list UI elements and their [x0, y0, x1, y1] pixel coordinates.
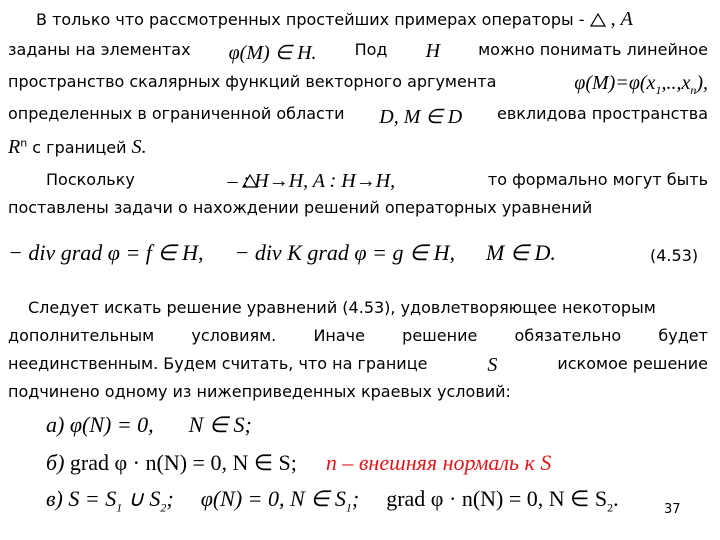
para1-line3 [8, 72, 708, 98]
para1-line5-text: с границей [32, 138, 127, 157]
condition-c-eq3: grad φ · n(N) = 0, N ∈ $S_2$. [386, 486, 619, 515]
para1-line2-text-b: Под [354, 40, 388, 59]
para2-line1-text-a: Поскольку [46, 170, 135, 189]
condition-b-label: б) [46, 450, 65, 475]
para3-line3-S: S [487, 354, 498, 376]
equation-part2: − div K grad φ = g ∈ H, [234, 240, 455, 265]
para1-line2 [8, 40, 708, 65]
equation-part1: − div grad φ = f ∈ H, [8, 240, 204, 265]
para2-line2: поставлены задачи о нахождении решений операторных уравнений [8, 198, 593, 217]
page-number: 37 [664, 502, 681, 517]
condition-b [46, 450, 551, 476]
para1-line4-text-b: евклидова пространства [496, 104, 708, 123]
para2-line1-text-b: то формально могут быть [487, 170, 708, 189]
para2-line1-math: – : H→H, A : H→H, [227, 170, 396, 192]
condition-a-eq: φ(N) = 0, [69, 412, 154, 437]
para3-line4: подчинено одному из нижеприведенных краевых условий: [8, 382, 511, 401]
para3-line3-text-a: неединственным. Будем считать, что на границе [8, 354, 428, 373]
para3-line2-word: дополнительным [8, 326, 155, 345]
para1-line4-math: D, M ∈ D [379, 106, 463, 128]
laplace-triangle-icon [590, 13, 606, 27]
para2-line1 [46, 170, 708, 193]
para1-line3-text: пространство скалярных функций векторного аргумента [8, 72, 497, 91]
para3-line2-word: обязательно [514, 326, 622, 345]
para1-line2-math: φ(M) ∈ H. [228, 42, 317, 64]
para1-line5-S: S. [131, 136, 147, 158]
laplace-triangle-icon-2 [242, 174, 258, 188]
para1-line1-text: В только что рассмотренных простейших примерах операторы - [36, 10, 585, 29]
equation-number: (4.53) [650, 246, 699, 265]
para3-line3 [8, 354, 708, 377]
condition-c-label: в) [46, 486, 63, 511]
para1-line4 [8, 104, 708, 129]
condition-c [46, 486, 619, 515]
para3-line3-text-b: искомое решение [557, 354, 708, 373]
condition-c-eq2: φ(N) = 0, N ∈ $S_1$; [200, 486, 360, 515]
para1-line4-text-a: определенных в ограниченной области [8, 104, 345, 123]
para1-line2-text-c: можно понимать линейное [478, 40, 708, 59]
para3-line2 [8, 326, 708, 345]
condition-a-label: а) [46, 412, 65, 437]
condition-b-eq: grad φ · n(N) = 0, N ∈ S; [69, 450, 297, 475]
equation-part3: M ∈ D. [486, 240, 556, 265]
para3-line1: Следует искать решение уравнений (4.53), удовлетворяющее некоторым [28, 298, 656, 317]
para3-line2-word: решение [402, 326, 478, 345]
para1-line5-sup: n [20, 136, 28, 150]
equation-4-53 [8, 240, 556, 266]
condition-a [46, 412, 252, 438]
para1-line5 [8, 136, 147, 159]
para1-line1-math: , A [610, 8, 633, 30]
para1-line5-R: R [8, 136, 21, 158]
para1-line3-math: $\varphi(M)=\varphi(x_1,..,x_n)$, [574, 72, 708, 97]
para1-line2-text-a: заданы на элементах [8, 40, 191, 59]
condition-c-eq1: $S = S_1$ ∪ $S_2$; [68, 486, 174, 515]
para3-line2-word: будет [658, 326, 708, 345]
para1-line2-H: H [425, 40, 441, 62]
para3-line2-word: Иначе [313, 326, 365, 345]
para3-line2-word: условиям. [191, 326, 277, 345]
condition-a-set: N ∈ S; [188, 412, 252, 437]
condition-b-note: n – внешняя нормаль к S [325, 450, 552, 475]
para1-line1 [36, 8, 708, 31]
